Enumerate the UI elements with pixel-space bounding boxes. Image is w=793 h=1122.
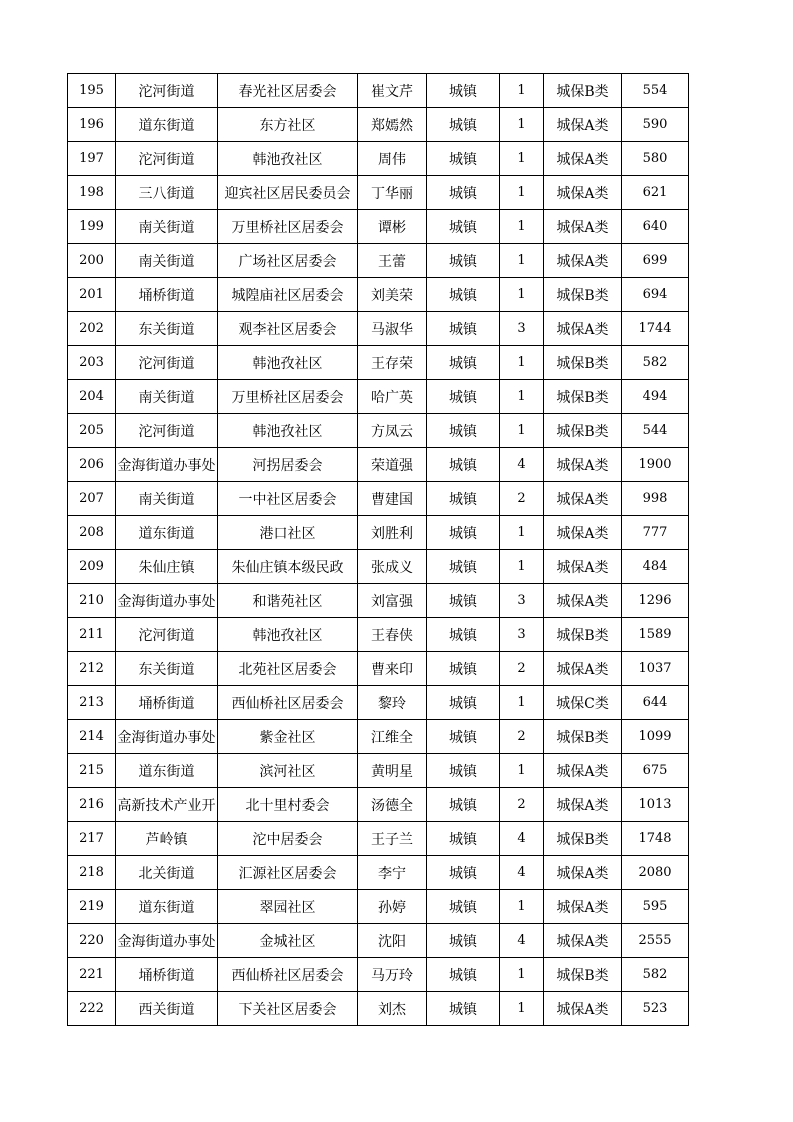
area-type-cell: 城镇 bbox=[427, 482, 500, 516]
community-cell: 北十里村委会 bbox=[218, 788, 358, 822]
amount-cell: 582 bbox=[622, 346, 689, 380]
row-number-cell: 217 bbox=[68, 822, 116, 856]
person-name-cell: 刘富强 bbox=[358, 584, 427, 618]
insurance-category-cell: 城保C类 bbox=[544, 686, 622, 720]
area-type-cell: 城镇 bbox=[427, 108, 500, 142]
insurance-category-cell: 城保A类 bbox=[544, 924, 622, 958]
insurance-category-cell: 城保B类 bbox=[544, 346, 622, 380]
person-name-cell: 王春侠 bbox=[358, 618, 427, 652]
table-row bbox=[68, 142, 689, 176]
area-type-cell: 城镇 bbox=[427, 74, 500, 108]
street-office-cell: 道东街道 bbox=[116, 754, 218, 788]
community-cell: 北苑社区居委会 bbox=[218, 652, 358, 686]
community-cell: 翠园社区 bbox=[218, 890, 358, 924]
household-count-cell: 1 bbox=[500, 176, 544, 210]
area-type-cell: 城镇 bbox=[427, 822, 500, 856]
row-number-cell: 200 bbox=[68, 244, 116, 278]
amount-cell: 595 bbox=[622, 890, 689, 924]
household-count-cell: 3 bbox=[500, 312, 544, 346]
insurance-category-cell: 城保A类 bbox=[544, 992, 622, 1026]
person-name-cell: 黎玲 bbox=[358, 686, 427, 720]
street-office-cell: 东关街道 bbox=[116, 312, 218, 346]
street-office-cell: 道东街道 bbox=[116, 108, 218, 142]
street-office-cell: 北关街道 bbox=[116, 856, 218, 890]
amount-cell: 621 bbox=[622, 176, 689, 210]
person-name-cell: 刘胜利 bbox=[358, 516, 427, 550]
street-office-cell: 金海街道办事处 bbox=[116, 924, 218, 958]
community-cell: 汇源社区居委会 bbox=[218, 856, 358, 890]
table-row bbox=[68, 890, 689, 924]
community-cell: 下关社区居委会 bbox=[218, 992, 358, 1026]
community-cell: 金城社区 bbox=[218, 924, 358, 958]
table-body bbox=[68, 74, 689, 1026]
person-name-cell: 沈阳 bbox=[358, 924, 427, 958]
amount-cell: 998 bbox=[622, 482, 689, 516]
street-office-cell: 沱河街道 bbox=[116, 618, 218, 652]
amount-cell: 675 bbox=[622, 754, 689, 788]
amount-cell: 1037 bbox=[622, 652, 689, 686]
area-type-cell: 城镇 bbox=[427, 584, 500, 618]
area-type-cell: 城镇 bbox=[427, 244, 500, 278]
person-name-cell: 王存荣 bbox=[358, 346, 427, 380]
household-count-cell: 2 bbox=[500, 720, 544, 754]
row-number-cell: 201 bbox=[68, 278, 116, 312]
community-cell: 万里桥社区居委会 bbox=[218, 380, 358, 414]
household-count-cell: 1 bbox=[500, 414, 544, 448]
household-count-cell: 2 bbox=[500, 788, 544, 822]
street-office-cell: 东关街道 bbox=[116, 652, 218, 686]
household-count-cell: 3 bbox=[500, 584, 544, 618]
insurance-category-cell: 城保A类 bbox=[544, 482, 622, 516]
insurance-category-cell: 城保A类 bbox=[544, 176, 622, 210]
street-office-cell: 埇桥街道 bbox=[116, 686, 218, 720]
community-cell: 韩池孜社区 bbox=[218, 618, 358, 652]
street-office-cell: 高新技术产业开 bbox=[116, 788, 218, 822]
amount-cell: 644 bbox=[622, 686, 689, 720]
community-cell: 城隍庙社区居委会 bbox=[218, 278, 358, 312]
area-type-cell: 城镇 bbox=[427, 856, 500, 890]
row-number-cell: 197 bbox=[68, 142, 116, 176]
row-number-cell: 207 bbox=[68, 482, 116, 516]
amount-cell: 1900 bbox=[622, 448, 689, 482]
person-name-cell: 黄明星 bbox=[358, 754, 427, 788]
amount-cell: 1013 bbox=[622, 788, 689, 822]
household-count-cell: 1 bbox=[500, 74, 544, 108]
community-cell: 春光社区居委会 bbox=[218, 74, 358, 108]
table-row bbox=[68, 380, 689, 414]
community-cell: 韩池孜社区 bbox=[218, 414, 358, 448]
person-name-cell: 王蕾 bbox=[358, 244, 427, 278]
insurance-category-cell: 城保A类 bbox=[544, 312, 622, 346]
household-count-cell: 1 bbox=[500, 278, 544, 312]
table-row bbox=[68, 652, 689, 686]
street-office-cell: 南关街道 bbox=[116, 380, 218, 414]
table-row bbox=[68, 856, 689, 890]
insurance-category-cell: 城保A类 bbox=[544, 108, 622, 142]
area-type-cell: 城镇 bbox=[427, 550, 500, 584]
table-row bbox=[68, 244, 689, 278]
row-number-cell: 220 bbox=[68, 924, 116, 958]
community-cell: 沱中居委会 bbox=[218, 822, 358, 856]
person-name-cell: 孙婷 bbox=[358, 890, 427, 924]
area-type-cell: 城镇 bbox=[427, 142, 500, 176]
table-row bbox=[68, 346, 689, 380]
table-row bbox=[68, 720, 689, 754]
street-office-cell: 道东街道 bbox=[116, 516, 218, 550]
street-office-cell: 朱仙庄镇 bbox=[116, 550, 218, 584]
amount-cell: 1099 bbox=[622, 720, 689, 754]
area-type-cell: 城镇 bbox=[427, 618, 500, 652]
insurance-category-cell: 城保B类 bbox=[544, 720, 622, 754]
street-office-cell: 西关街道 bbox=[116, 992, 218, 1026]
person-name-cell: 曹建国 bbox=[358, 482, 427, 516]
table-row bbox=[68, 822, 689, 856]
household-count-cell: 4 bbox=[500, 822, 544, 856]
street-office-cell: 沱河街道 bbox=[116, 346, 218, 380]
amount-cell: 777 bbox=[622, 516, 689, 550]
person-name-cell: 荣道强 bbox=[358, 448, 427, 482]
row-number-cell: 202 bbox=[68, 312, 116, 346]
row-number-cell: 205 bbox=[68, 414, 116, 448]
street-office-cell: 沱河街道 bbox=[116, 74, 218, 108]
area-type-cell: 城镇 bbox=[427, 346, 500, 380]
row-number-cell: 209 bbox=[68, 550, 116, 584]
row-number-cell: 212 bbox=[68, 652, 116, 686]
table-row bbox=[68, 992, 689, 1026]
person-name-cell: 崔文芹 bbox=[358, 74, 427, 108]
table-row bbox=[68, 210, 689, 244]
household-count-cell: 2 bbox=[500, 652, 544, 686]
community-cell: 紫金社区 bbox=[218, 720, 358, 754]
community-cell: 一中社区居委会 bbox=[218, 482, 358, 516]
community-cell: 和谐苑社区 bbox=[218, 584, 358, 618]
insurance-category-cell: 城保A类 bbox=[544, 516, 622, 550]
community-cell: 韩池孜社区 bbox=[218, 142, 358, 176]
community-cell: 韩池孜社区 bbox=[218, 346, 358, 380]
row-number-cell: 218 bbox=[68, 856, 116, 890]
community-cell: 朱仙庄镇本级民政 bbox=[218, 550, 358, 584]
household-count-cell: 1 bbox=[500, 142, 544, 176]
row-number-cell: 208 bbox=[68, 516, 116, 550]
household-count-cell: 4 bbox=[500, 856, 544, 890]
area-type-cell: 城镇 bbox=[427, 278, 500, 312]
street-office-cell: 南关街道 bbox=[116, 210, 218, 244]
community-cell: 河拐居委会 bbox=[218, 448, 358, 482]
insurance-category-cell: 城保A类 bbox=[544, 142, 622, 176]
table-row bbox=[68, 108, 689, 142]
area-type-cell: 城镇 bbox=[427, 958, 500, 992]
table-row bbox=[68, 924, 689, 958]
person-name-cell: 江维全 bbox=[358, 720, 427, 754]
insurance-category-cell: 城保A类 bbox=[544, 584, 622, 618]
row-number-cell: 216 bbox=[68, 788, 116, 822]
area-type-cell: 城镇 bbox=[427, 652, 500, 686]
household-count-cell: 1 bbox=[500, 958, 544, 992]
amount-cell: 554 bbox=[622, 74, 689, 108]
insurance-category-cell: 城保A类 bbox=[544, 550, 622, 584]
community-cell: 东方社区 bbox=[218, 108, 358, 142]
street-office-cell: 埇桥街道 bbox=[116, 958, 218, 992]
amount-cell: 1296 bbox=[622, 584, 689, 618]
household-count-cell: 1 bbox=[500, 380, 544, 414]
household-count-cell: 1 bbox=[500, 890, 544, 924]
community-cell: 迎宾社区居民委员会 bbox=[218, 176, 358, 210]
street-office-cell: 金海街道办事处 bbox=[116, 448, 218, 482]
table-row bbox=[68, 448, 689, 482]
area-type-cell: 城镇 bbox=[427, 788, 500, 822]
table-row bbox=[68, 686, 689, 720]
insurance-category-cell: 城保B类 bbox=[544, 618, 622, 652]
household-count-cell: 1 bbox=[500, 686, 544, 720]
insurance-category-cell: 城保A类 bbox=[544, 210, 622, 244]
household-count-cell: 2 bbox=[500, 482, 544, 516]
table-row bbox=[68, 754, 689, 788]
person-name-cell: 汤德全 bbox=[358, 788, 427, 822]
table-row bbox=[68, 618, 689, 652]
area-type-cell: 城镇 bbox=[427, 210, 500, 244]
insurance-category-cell: 城保B类 bbox=[544, 958, 622, 992]
insurance-category-cell: 城保A类 bbox=[544, 652, 622, 686]
area-type-cell: 城镇 bbox=[427, 924, 500, 958]
amount-cell: 590 bbox=[622, 108, 689, 142]
amount-cell: 2080 bbox=[622, 856, 689, 890]
street-office-cell: 道东街道 bbox=[116, 890, 218, 924]
insurance-category-cell: 城保A类 bbox=[544, 754, 622, 788]
area-type-cell: 城镇 bbox=[427, 890, 500, 924]
street-office-cell: 沱河街道 bbox=[116, 142, 218, 176]
table-row bbox=[68, 74, 689, 108]
row-number-cell: 198 bbox=[68, 176, 116, 210]
area-type-cell: 城镇 bbox=[427, 992, 500, 1026]
table-row bbox=[68, 550, 689, 584]
amount-cell: 1744 bbox=[622, 312, 689, 346]
street-office-cell: 南关街道 bbox=[116, 244, 218, 278]
household-count-cell: 1 bbox=[500, 346, 544, 380]
person-name-cell: 马万玲 bbox=[358, 958, 427, 992]
row-number-cell: 211 bbox=[68, 618, 116, 652]
amount-cell: 494 bbox=[622, 380, 689, 414]
table-row bbox=[68, 176, 689, 210]
area-type-cell: 城镇 bbox=[427, 686, 500, 720]
person-name-cell: 张成义 bbox=[358, 550, 427, 584]
amount-cell: 640 bbox=[622, 210, 689, 244]
row-number-cell: 221 bbox=[68, 958, 116, 992]
amount-cell: 1748 bbox=[622, 822, 689, 856]
person-name-cell: 李宁 bbox=[358, 856, 427, 890]
amount-cell: 582 bbox=[622, 958, 689, 992]
insurance-category-cell: 城保A类 bbox=[544, 244, 622, 278]
street-office-cell: 金海街道办事处 bbox=[116, 720, 218, 754]
area-type-cell: 城镇 bbox=[427, 414, 500, 448]
person-name-cell: 哈广英 bbox=[358, 380, 427, 414]
insurance-category-cell: 城保A类 bbox=[544, 448, 622, 482]
row-number-cell: 213 bbox=[68, 686, 116, 720]
amount-cell: 523 bbox=[622, 992, 689, 1026]
household-count-cell: 3 bbox=[500, 618, 544, 652]
row-number-cell: 222 bbox=[68, 992, 116, 1026]
street-office-cell: 三八街道 bbox=[116, 176, 218, 210]
household-count-cell: 1 bbox=[500, 992, 544, 1026]
row-number-cell: 196 bbox=[68, 108, 116, 142]
row-number-cell: 195 bbox=[68, 74, 116, 108]
table-row bbox=[68, 788, 689, 822]
street-office-cell: 沱河街道 bbox=[116, 414, 218, 448]
person-name-cell: 刘杰 bbox=[358, 992, 427, 1026]
person-name-cell: 谭彬 bbox=[358, 210, 427, 244]
row-number-cell: 210 bbox=[68, 584, 116, 618]
table-row bbox=[68, 482, 689, 516]
row-number-cell: 206 bbox=[68, 448, 116, 482]
insurance-category-cell: 城保B类 bbox=[544, 414, 622, 448]
table-row bbox=[68, 278, 689, 312]
street-office-cell: 金海街道办事处 bbox=[116, 584, 218, 618]
area-type-cell: 城镇 bbox=[427, 720, 500, 754]
person-name-cell: 周伟 bbox=[358, 142, 427, 176]
amount-cell: 580 bbox=[622, 142, 689, 176]
person-name-cell: 丁华丽 bbox=[358, 176, 427, 210]
insurance-category-cell: 城保B类 bbox=[544, 74, 622, 108]
household-count-cell: 1 bbox=[500, 550, 544, 584]
street-office-cell: 埇桥街道 bbox=[116, 278, 218, 312]
row-number-cell: 203 bbox=[68, 346, 116, 380]
insurance-category-cell: 城保A类 bbox=[544, 856, 622, 890]
table-row bbox=[68, 516, 689, 550]
household-count-cell: 1 bbox=[500, 244, 544, 278]
insurance-category-cell: 城保A类 bbox=[544, 788, 622, 822]
household-count-cell: 1 bbox=[500, 516, 544, 550]
amount-cell: 2555 bbox=[622, 924, 689, 958]
row-number-cell: 214 bbox=[68, 720, 116, 754]
community-cell: 万里桥社区居委会 bbox=[218, 210, 358, 244]
insurance-category-cell: 城保B类 bbox=[544, 380, 622, 414]
area-type-cell: 城镇 bbox=[427, 448, 500, 482]
community-cell: 滨河社区 bbox=[218, 754, 358, 788]
table-row bbox=[68, 958, 689, 992]
street-office-cell: 南关街道 bbox=[116, 482, 218, 516]
household-count-cell: 1 bbox=[500, 754, 544, 788]
person-name-cell: 郑嫣然 bbox=[358, 108, 427, 142]
insurance-category-cell: 城保B类 bbox=[544, 278, 622, 312]
community-cell: 西仙桥社区居委会 bbox=[218, 958, 358, 992]
household-count-cell: 1 bbox=[500, 108, 544, 142]
row-number-cell: 199 bbox=[68, 210, 116, 244]
area-type-cell: 城镇 bbox=[427, 312, 500, 346]
community-cell: 西仙桥社区居委会 bbox=[218, 686, 358, 720]
relief-roster-table bbox=[67, 73, 689, 1026]
row-number-cell: 204 bbox=[68, 380, 116, 414]
insurance-category-cell: 城保B类 bbox=[544, 822, 622, 856]
area-type-cell: 城镇 bbox=[427, 754, 500, 788]
amount-cell: 1589 bbox=[622, 618, 689, 652]
street-office-cell: 芦岭镇 bbox=[116, 822, 218, 856]
person-name-cell: 曹来印 bbox=[358, 652, 427, 686]
area-type-cell: 城镇 bbox=[427, 516, 500, 550]
area-type-cell: 城镇 bbox=[427, 176, 500, 210]
table-row bbox=[68, 584, 689, 618]
amount-cell: 484 bbox=[622, 550, 689, 584]
community-cell: 观李社区居委会 bbox=[218, 312, 358, 346]
amount-cell: 699 bbox=[622, 244, 689, 278]
row-number-cell: 215 bbox=[68, 754, 116, 788]
person-name-cell: 马淑华 bbox=[358, 312, 427, 346]
person-name-cell: 王子兰 bbox=[358, 822, 427, 856]
area-type-cell: 城镇 bbox=[427, 380, 500, 414]
community-cell: 广场社区居委会 bbox=[218, 244, 358, 278]
household-count-cell: 4 bbox=[500, 448, 544, 482]
table-row bbox=[68, 414, 689, 448]
table-row bbox=[68, 312, 689, 346]
community-cell: 港口社区 bbox=[218, 516, 358, 550]
amount-cell: 694 bbox=[622, 278, 689, 312]
person-name-cell: 刘美荣 bbox=[358, 278, 427, 312]
amount-cell: 544 bbox=[622, 414, 689, 448]
person-name-cell: 方凤云 bbox=[358, 414, 427, 448]
household-count-cell: 4 bbox=[500, 924, 544, 958]
household-count-cell: 1 bbox=[500, 210, 544, 244]
insurance-category-cell: 城保A类 bbox=[544, 890, 622, 924]
row-number-cell: 219 bbox=[68, 890, 116, 924]
